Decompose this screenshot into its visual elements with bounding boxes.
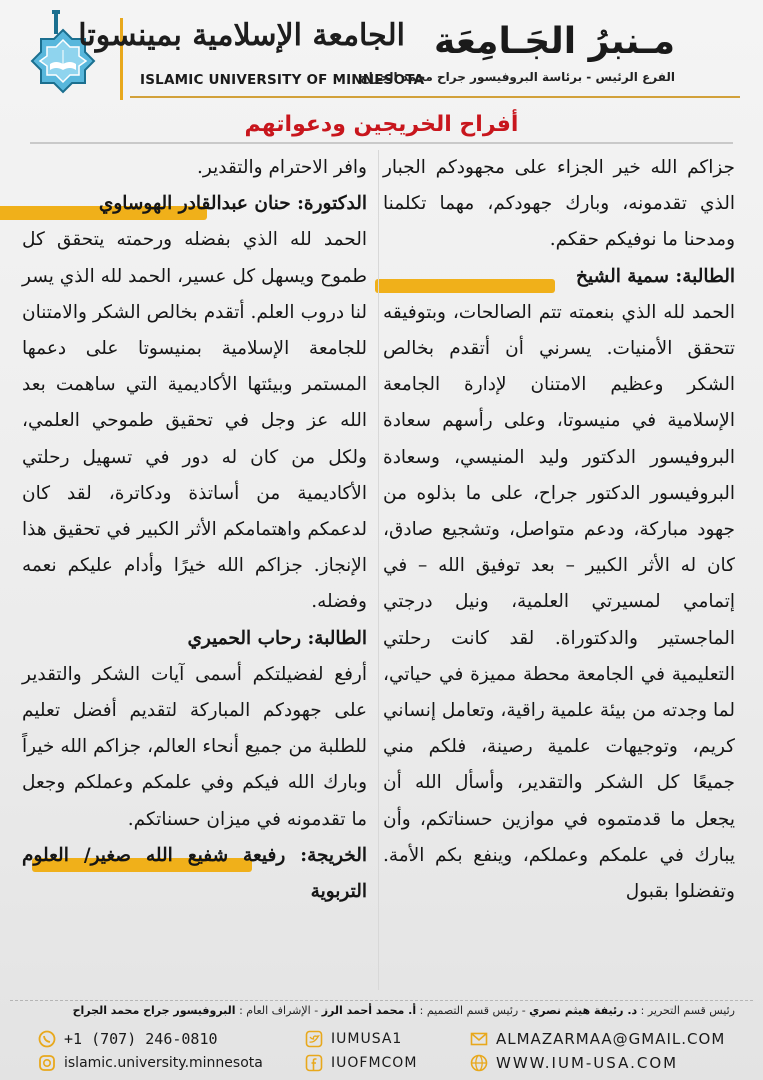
university-name-english: ISLAMIC UNIVERSITY OF MINNESOTA	[140, 72, 425, 88]
contact-website[interactable]	[470, 1054, 678, 1072]
university-name-arabic: الجامعة الإسلامية بمينسوتا	[78, 18, 405, 53]
contact-facebook[interactable]	[305, 1054, 417, 1072]
contact-phone[interactable]	[38, 1030, 218, 1048]
instagram-icon	[38, 1054, 56, 1072]
article-left-column	[22, 150, 367, 910]
phone-number: +1 (707) 246-0810	[64, 1030, 218, 1048]
website-url: WWW.IUM-USA.COM	[496, 1054, 679, 1072]
masthead-title: مـنبرُ الجَـامِعَة	[434, 21, 675, 62]
credits-supervisor: البروفيسور جراح محمد الجراح	[72, 1004, 236, 1017]
credits-editor: د. رئيفة هيثم نصري	[529, 1004, 638, 1017]
closing-paragraph: وافر الاحترام والتقدير.	[197, 157, 367, 178]
column-divider	[378, 150, 379, 990]
contact-twitter[interactable]	[305, 1030, 402, 1048]
credits-editor-label: رئيس قسم التحرير :	[640, 1004, 735, 1017]
speaker-name: الطالبة: سمية الشيخ	[383, 259, 735, 295]
speaker-name: الخريجة: رفيعة شفيع الله صغير/ العلوم التربوية	[22, 838, 367, 910]
globe-icon	[470, 1054, 488, 1072]
title-divider	[30, 142, 733, 144]
header-divider	[130, 96, 740, 98]
instagram-handle: islamic.university.minnesota	[64, 1055, 263, 1071]
twitter-icon	[305, 1030, 323, 1048]
facebook-icon	[305, 1054, 323, 1072]
contact-instagram[interactable]	[38, 1054, 263, 1072]
article-title: أفراح الخريجين ودعواتهم	[244, 112, 519, 137]
speech-paragraph: الحمد لله الذي بنعمته تتم الصالحات، وبتوفيقه تتحقق الأمنيات. يسرني أن أتقدم بخالص الشكر وعظيم الامتنان لإدارة الجامعة الإسلامية في منيسوتا، وعلى رأسهم سعادة البروفيسور الدكتور وليد المنيسي، وسعادة البروفيسور الدكتور جراح، على ما بذلوه من جهود مباركة، ودعم متواصل، وتشجيع صادق، كان له الأثر الكبير – بعد توفيق الله – في إتمامي لمسيرتي العلمية، ونيل درجتي الماجستير والدكتوراة. لقد كانت رحلتي التعليمية في الجامعة محطة مميزة في حياتي، لما وجدته من بيئة علمية راقية، وتعامل إنساني كريم، وتوجيهات علمية رصينة، فلكم مني جميعًا كل الشكر والتقدير، وأسأل الله أن يجعل ما قدمتموه في موازين حسناتكم، وأن يبارك في علمكم وعملكم، وينفع بكم الأمة. وتفضلوا بقبول	[383, 301, 735, 903]
speech-paragraph: الحمد لله الذي بفضله ورحمته يتحقق كل طموح ويسهل كل عسير، الحمد لله الذي يسر لنا دروب العلم. أتقدم بخالص الشكر والامتنان للجامعة الإسلامية بمنيسوتا على دعمها المستمر وبيئتها الأكاديمية التي ساهمت بعد الله عز وجل في تحقيق طموحي العلمي، ولكل من كان له دور في تسهيل رحلتي الأكاديمية من أساتذة ودكاترة، لقد كان لدعمكم واهتمامكم الأثر الكبير في تحقيق هذا الإنجاز. جزاكم الله خيرًا وأدام عليكم نعمه وفضله.	[22, 229, 367, 613]
twitter-handle: IUMUSA1	[331, 1031, 403, 1047]
whatsapp-icon	[38, 1030, 56, 1048]
speech-paragraph: أرفع لفضيلتكم أسمى آيات الشكر والتقدير على جهودكم المباركة لتقديم أفضل تعليم للطلبة من جميع أنحاء العالم، جزاكم الله خيراً وبارك الله فيكم وفي علمكم وعملكم وجعل ما تقدمونه في ميزان حسناتكم.	[22, 663, 367, 830]
email-address: ALMAZARMAA@GMAIL.COM	[496, 1030, 726, 1048]
masthead-subtitle: الفرع الرئيس - برئاسة البروفيسور جراح محمد الجراح	[360, 70, 675, 84]
credits-design: أ. محمد أحمد الرز	[321, 1004, 417, 1017]
intro-paragraph: جزاكم الله خير الجزاء على مجهودكم الجبار الذي تقدمونه، وبارك جهودكم، مهما تكلمنا ومدحنا ما نوفيكم حقكم.	[383, 157, 735, 251]
speaker-name: الدكتورة: حنان عبدالقادر الهوساوي	[22, 186, 367, 222]
contact-email[interactable]	[470, 1030, 725, 1048]
footer-divider	[10, 1000, 753, 1001]
facebook-handle: IUOFMCOM	[331, 1055, 418, 1071]
article-right-column	[383, 150, 735, 910]
credits-design-label: - رئيس قسم التصميم :	[419, 1004, 526, 1017]
footer-credits	[73, 1004, 735, 1017]
page-header	[0, 0, 763, 110]
credits-supervisor-label: - الإشراف العام :	[239, 1004, 319, 1017]
mail-icon	[470, 1030, 488, 1048]
speaker-name: الطالبة: رحاب الحميري	[187, 627, 367, 649]
